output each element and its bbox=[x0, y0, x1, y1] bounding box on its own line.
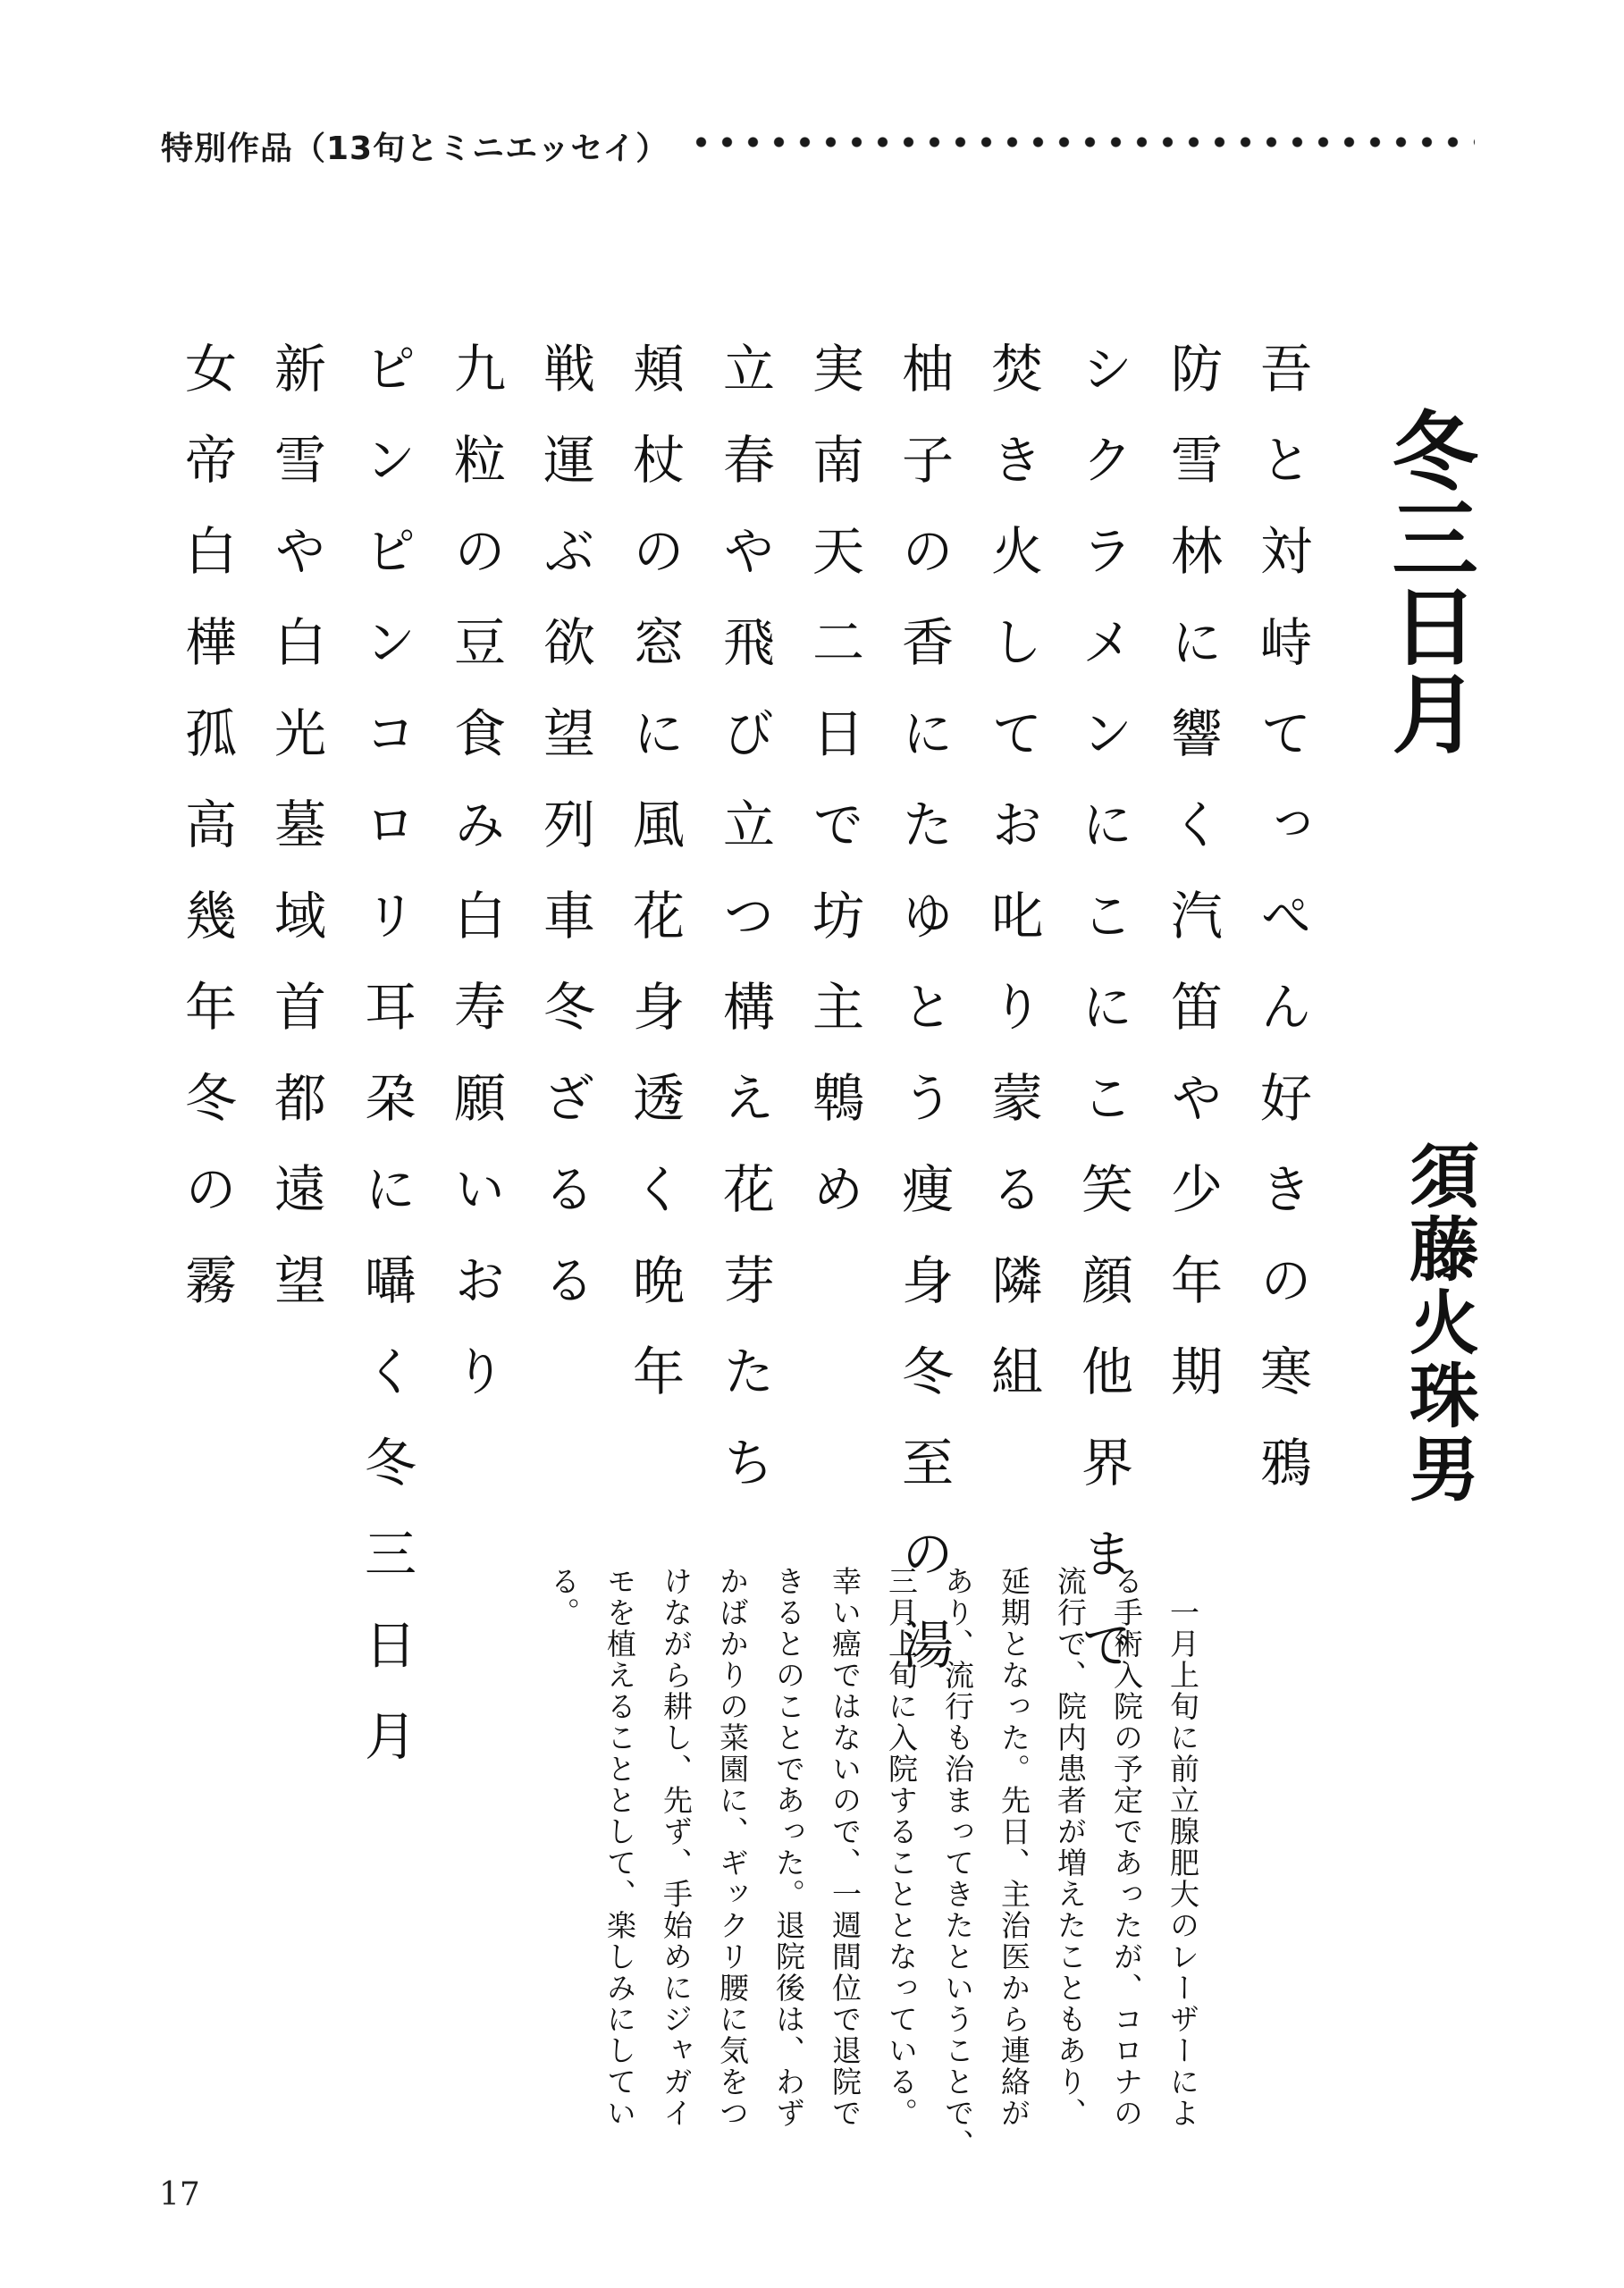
essay-line: かばかりの菜園に、ギックリ腰に気をつ bbox=[715, 1566, 750, 2129]
haiku-line: 頬杖の窓に風花身透く晩年 bbox=[624, 341, 685, 1435]
essay-line: きるとのことであった。退院後は、わず bbox=[771, 1566, 806, 2129]
essay-line: 三月上旬に入院することとなっている。 bbox=[884, 1566, 919, 2129]
haiku-line: シクラメンにこにこ笑顔他界まで bbox=[1073, 341, 1133, 1709]
page-number: 17 bbox=[159, 2176, 200, 2213]
work-title: 冬三日月 bbox=[1378, 407, 1479, 757]
essay-line: 延期となった。先日、主治医から連絡が bbox=[997, 1566, 1031, 2129]
section-header: 特別作品（13句とミニエッセイ） bbox=[161, 130, 669, 167]
essay-line: あり、流行も治まってきたということで、 bbox=[940, 1566, 975, 2160]
haiku-line: 九粒の豆食み白寿願いおり bbox=[445, 341, 506, 1435]
haiku-line: 戦運ぶ欲望列車冬ざるる bbox=[534, 341, 595, 1344]
haiku-line: 防雪林に響く汽笛や少年期 bbox=[1162, 341, 1223, 1435]
dot-leader-divider bbox=[688, 134, 1475, 150]
haiku-line: 実南天二日で坊主鵯め bbox=[804, 341, 864, 1253]
essay-line: モを植えることとして、楽しみにしてい bbox=[602, 1566, 637, 2129]
essay-line: る。 bbox=[546, 1566, 581, 1628]
author-name: 須藤火珠男 bbox=[1398, 1140, 1479, 1506]
essay-line: 一月上旬に前立腺肥大のレーザーによ bbox=[1165, 1566, 1200, 2129]
essay-line: けながら耕し、先ず、手始めにジャガイ bbox=[659, 1566, 694, 2129]
haiku-line: 吾と対峙てっぺん好きの寒鴉 bbox=[1251, 341, 1312, 1527]
haiku-line: 立春や飛び立つ構え花芽たち bbox=[714, 341, 775, 1527]
haiku-line: 柚子の香にたゆとう痩身冬至の湯 bbox=[893, 341, 954, 1709]
haiku-line: 新雪や白光墓域首都遠望 bbox=[265, 341, 326, 1344]
essay-line: 流行で、院内患者が増えたこともあり、 bbox=[1053, 1566, 1088, 2129]
essay-line: 幸い癌ではないので、一週間位で退院で bbox=[828, 1566, 862, 2129]
haiku-line: ピンピンコロリ耳朶に囁く冬三日月 bbox=[356, 341, 417, 1800]
haiku-line: 焚き火してお叱り蒙る隣組 bbox=[982, 341, 1043, 1435]
haiku-line: 女帝白樺孤高幾年冬の霧 bbox=[176, 341, 237, 1344]
essay-line: る手術入院の予定であったが、コロナの bbox=[1109, 1566, 1144, 2129]
